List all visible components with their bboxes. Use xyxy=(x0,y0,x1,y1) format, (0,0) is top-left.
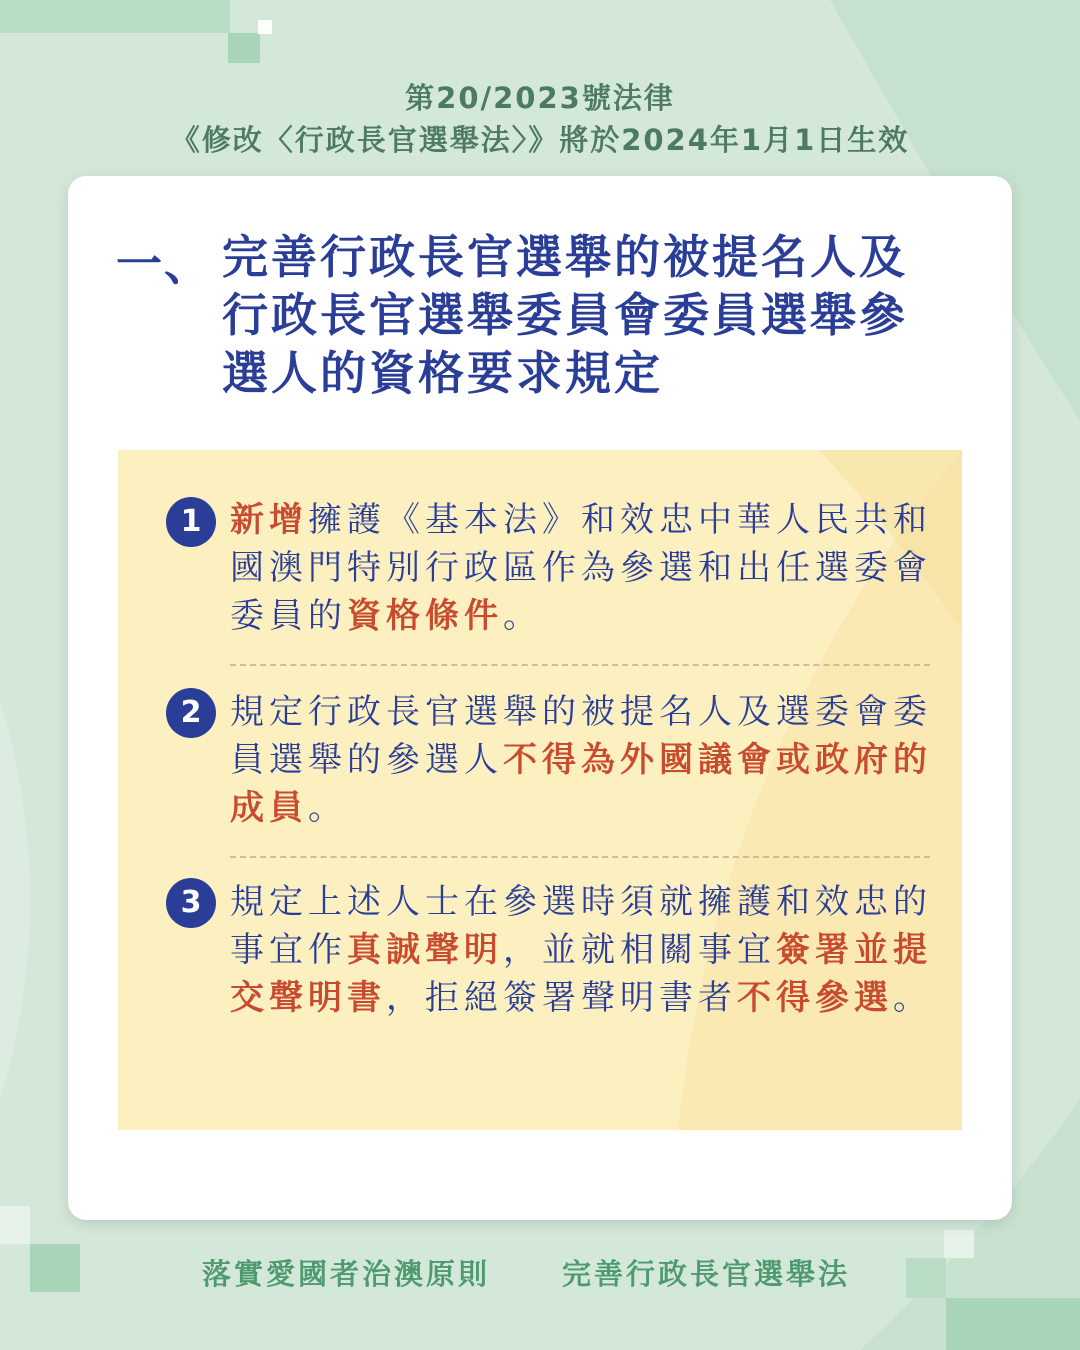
item-text: ，拒絕簽署聲明書者 xyxy=(386,978,737,1018)
highlight-text: 真誠聲明 xyxy=(347,930,503,970)
item-text: 。 xyxy=(503,596,542,636)
dashed-divider xyxy=(230,856,930,858)
section-title-line-1: 完善行政長官選舉的被提名人及 xyxy=(222,230,908,284)
footer-slogan-left: 落實愛國者治澳原則 xyxy=(202,1257,491,1291)
section-title xyxy=(222,228,992,402)
dashed-divider xyxy=(230,664,930,666)
law-effective-date: 《修改〈行政長官選舉法〉》將於2024年1月1日生效 xyxy=(170,123,910,157)
list-item xyxy=(230,688,940,832)
item-text: 。 xyxy=(308,788,347,828)
item-text: 規定行政長官選舉的被提名人及選委會委員選舉的參選人 xyxy=(230,692,932,780)
list-item xyxy=(230,878,940,1022)
highlight-text: 資格條件 xyxy=(347,596,503,636)
footer-slogan-right: 完善行政長官選舉法 xyxy=(562,1257,851,1291)
item-number-badge: 3 xyxy=(166,878,216,928)
law-number: 第20/2023號法律 xyxy=(405,81,675,115)
item-number-badge: 2 xyxy=(166,688,216,738)
section-title-line-2: 行政長官選舉委員會委員選舉參 xyxy=(222,288,908,342)
section-title-line-3: 選人的資格要求規定 xyxy=(222,346,663,400)
highlight-text: 不得為外國議會或政府的成員 xyxy=(230,740,932,828)
item-text: 。 xyxy=(893,978,932,1018)
highlight-text: 簽署並提交聲明書 xyxy=(230,930,932,1018)
item-number-badge: 1 xyxy=(166,497,216,547)
section-number: 一、 xyxy=(116,237,212,291)
highlight-text: 新增 xyxy=(230,500,308,540)
item-text: 擁護《基本法》和效忠中華人民共和國澳門特別行政區作為參選和出任選委會委員的 xyxy=(230,500,932,636)
list-item xyxy=(230,496,940,640)
item-text: 規定上述人士在參選時須就擁護和效忠的事宜作 xyxy=(230,882,932,970)
highlight-text: 不得參選 xyxy=(737,978,893,1018)
item-text: ，並就相關事宜 xyxy=(503,930,776,970)
